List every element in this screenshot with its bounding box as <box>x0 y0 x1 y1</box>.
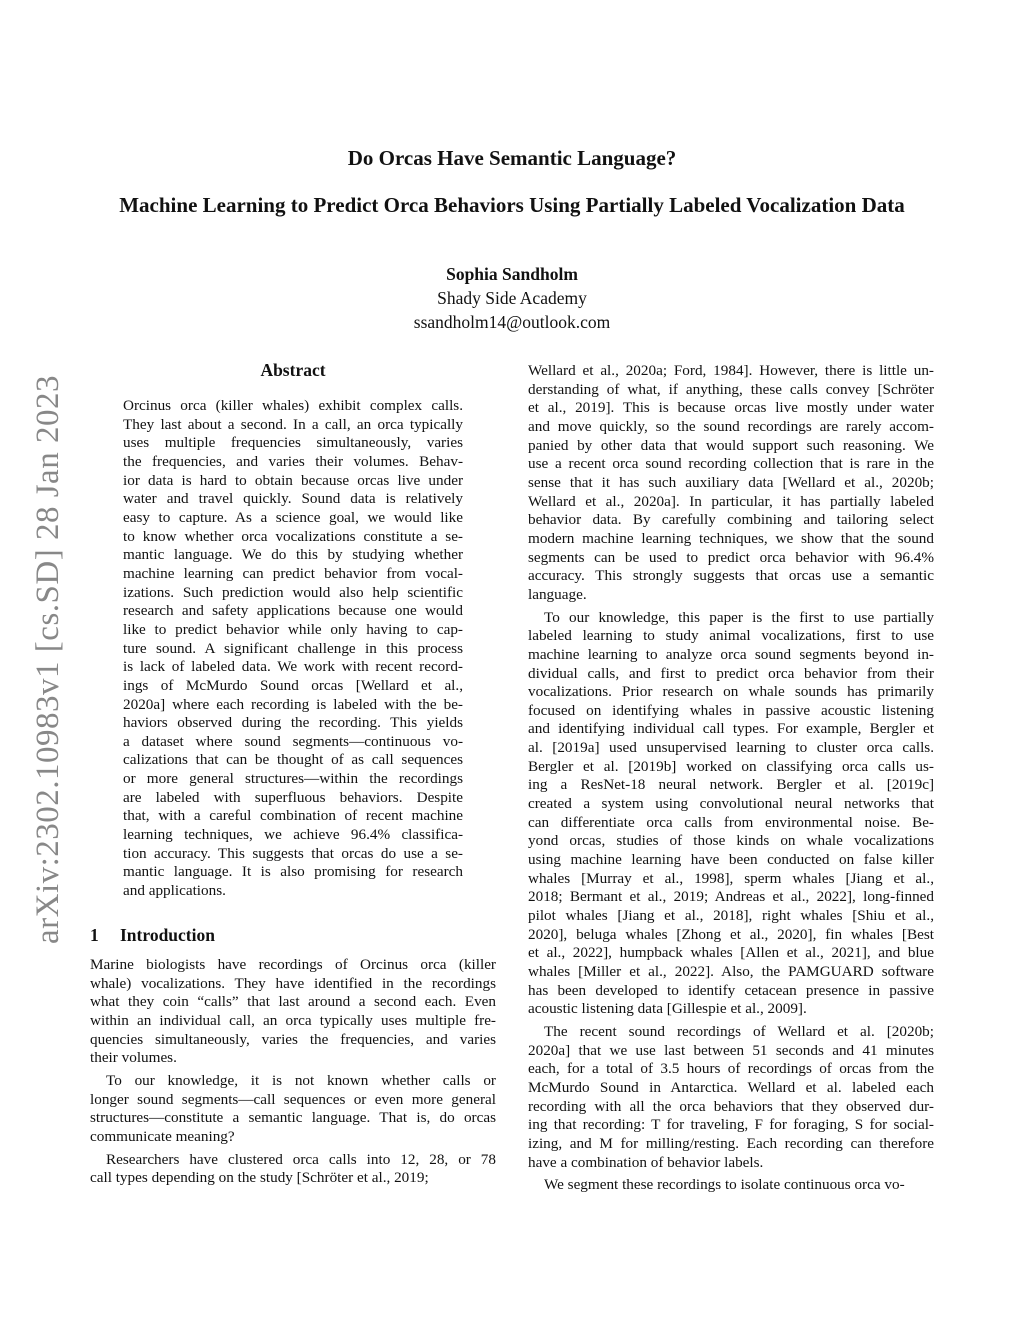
paragraph <box>90 1072 496 1147</box>
text-line: learning techniques, we achieve 96.4% classifica- <box>123 826 463 844</box>
section-heading-introduction <box>90 925 496 946</box>
text-line: like to predict behavior while only having to cap- <box>123 620 463 638</box>
paper-subtitle: Machine Learning to Predict Orca Behaviors Using Partially Labeled Vocalization Data <box>119 193 905 217</box>
text-line: behavior data. By carefully combining and tailoring select <box>528 511 934 529</box>
text-line: 2018; Bermant et al., 2019; Andreas et al., 2022], long-finned <box>528 888 934 906</box>
paragraph <box>528 1176 934 1195</box>
text-line: Researchers have clustered orca calls into 12, 28, or 78 <box>106 1150 496 1168</box>
text-line: We segment these recordings to isolate continuous orca vo- <box>544 1176 905 1194</box>
text-line: their volumes. <box>90 1049 177 1067</box>
arxiv-stamp <box>26 358 66 944</box>
author-affiliation: Shady Side Academy <box>437 288 587 308</box>
text-line: are labeled with superfluous behaviors. Despite <box>123 788 463 806</box>
text-line: to know whether orca vocalizations constitute a se- <box>123 527 463 545</box>
text-line: and move quickly, so the sound recordings are rarely accom- <box>528 417 934 435</box>
text-line: Wellard et al., 2020a]. In particular, it has partially labeled <box>528 492 934 510</box>
text-line: created a system using convolutional neural networks that <box>528 795 934 813</box>
text-line: communicate meaning? <box>90 1127 235 1145</box>
abstract-body <box>123 397 463 901</box>
text-line: To our knowledge, this paper is the first to use partially <box>544 608 934 626</box>
text-line: dividual calls, and first to predict orca behavior from their <box>528 664 934 682</box>
text-line: focused on identifying whales in passive acoustic listening <box>528 701 934 719</box>
text-line: calizations that can be thought of as call sequences <box>123 751 463 769</box>
author-block <box>0 262 1024 334</box>
text-line: ing a ResNet-18 neural network. Bergler et al. [2019c] <box>528 776 934 794</box>
right-column-text <box>528 362 934 1199</box>
section-title: Introduction <box>120 925 215 945</box>
text-line: mantic language. We do this by studying whether <box>123 546 463 564</box>
text-line: The recent sound recordings of Wellard et al. [2020b; <box>544 1022 934 1040</box>
text-line: easy to capture. As a science goal, we would like <box>123 508 463 526</box>
paragraph <box>528 1023 934 1172</box>
paper-title: Do Orcas Have Semantic Language? <box>347 146 677 170</box>
text-line: longer sound segments—call sequences or even more general <box>90 1090 496 1108</box>
text-line: derstanding of what, if anything, these calls convey [Schröter <box>528 380 934 398</box>
text-line: tion accuracy. This suggests that orcas do use a se- <box>123 844 463 862</box>
text-line: acoustic listening data [Gillespie et al., 2009]. <box>528 1000 807 1018</box>
text-line: Orcinus orca (killer whales) exhibit complex calls. <box>123 397 463 414</box>
text-line: ing that recording: T for traveling, F for foraging, S for social- <box>528 1116 934 1134</box>
text-line: that, with a careful combination of recent machine <box>123 807 463 825</box>
text-line: vocalizations. Prior research on whale sounds has primarily <box>528 683 934 701</box>
text-line: have a combination of behavior labels. <box>528 1153 764 1171</box>
abstract-heading: Abstract <box>260 360 326 380</box>
text-line: is lack of labeled data. We work with recent record- <box>123 658 463 676</box>
text-line: pilot whales [Jiang et al., 2018], right whales [Shiu et al., <box>528 907 934 925</box>
text-line: or more general structures—within the recordings <box>123 770 463 788</box>
text-line: sense that it has such auxiliary data [Wellard et al., 2020b; <box>528 473 934 491</box>
text-line: Bergler et al. [2019b] worked on classifying orca calls us- <box>528 757 934 775</box>
text-line: whale) vocalizations. They have identified in the recordings <box>90 974 496 992</box>
text-line: et al., 2022], humpback whales [Allen et al., 2021], and blue <box>528 944 934 962</box>
text-line: language. <box>528 585 587 603</box>
text-line: what they coin “calls” that last around a second each. Even <box>90 993 496 1011</box>
text-line: They last about a second. In a call, an orca typically <box>123 415 463 433</box>
paragraph <box>90 956 496 1068</box>
text-line: within an individual call, an orca typically uses multiple fre- <box>90 1011 496 1029</box>
paragraph <box>528 609 934 1019</box>
section-number: 1 <box>90 925 99 945</box>
text-line: and applications. <box>123 882 226 900</box>
text-line: Marine biologists have recordings of Orcinus orca (killer <box>90 956 496 973</box>
text-line: 2020], beluga whales [Zhong et al., 2020], fin whales [Best <box>528 925 934 943</box>
text-line: a dataset where sound segments—continuous vo- <box>123 732 463 750</box>
author-name: Sophia Sandholm <box>446 264 578 284</box>
text-line: 2020a] that we use last between 51 seconds and 41 minutes <box>528 1041 934 1059</box>
text-line: use a recent orca sound recording collection that is rare in the <box>528 455 934 473</box>
text-line: whales [Miller et al., 2022]. Also, the PAMGUARD software <box>528 963 934 980</box>
text-line: uses multiple frequencies simultaneously, varies <box>123 434 463 452</box>
text-line: izations. Such prediction would also help scientific <box>123 583 463 601</box>
text-line: yond orcas, studies of those kinds on whale vocalizations <box>528 832 934 850</box>
text-line: McMurdo Sound in Antarctica. Wellard et al. labeled each <box>528 1078 934 1096</box>
text-line: research and safety applications because one would <box>123 602 463 620</box>
text-line: structures—constitute a semantic language. That is, do orcas <box>90 1109 496 1127</box>
left-column-text <box>90 956 496 1192</box>
text-line: mantic language. It is also promising for research <box>123 863 463 881</box>
text-line: accuracy. This strongly suggests that orcas use a semantic <box>528 567 934 585</box>
text-line: machine learning to analyze orca sound segments beyond in- <box>528 645 934 663</box>
text-line: segments can be used to predict orca behavior with 96.4% <box>528 548 934 566</box>
text-line: each, for a total of 3.5 hours of recordings of orcas from the <box>528 1060 934 1078</box>
arxiv-stamp-text: arXiv:2302.10983v1 [cs.SD] 28 Jan 2023 <box>30 375 66 944</box>
text-line: ings of McMurdo Sound orcas [Wellard et al., <box>123 676 463 694</box>
text-line: labeled learning to study animal vocalizations, first to use <box>528 627 934 645</box>
text-line: recording with all the orca behaviors that they observed dur- <box>528 1097 934 1115</box>
text-line: the frequencies, and varies their volumes. Behav- <box>123 452 463 470</box>
text-line: and identifying individual call types. For example, Bergler et <box>528 720 934 738</box>
paragraph <box>90 1151 496 1188</box>
text-line: haviors observed during the recording. This yields <box>123 714 463 732</box>
text-line: ior data is hard to obtain because orcas live under <box>123 471 463 489</box>
text-line: 2020a] where each recording is labeled with the be- <box>123 695 463 713</box>
text-line: al. [2019a] used unsupervised learning to cluster orca calls. <box>528 739 934 757</box>
text-line: ture sound. A significant challenge in this process <box>123 639 463 657</box>
text-line: izing, and M for milling/resting. Each recording can therefore <box>528 1134 934 1152</box>
paragraph <box>528 362 934 605</box>
text-line: modern machine learning techniques, we show that the sound <box>528 529 934 547</box>
text-line: water and travel quickly. Sound data is relatively <box>123 490 463 508</box>
text-line: machine learning can predict behavior from vocal- <box>123 564 463 582</box>
author-email: ssandholm14@outlook.com <box>413 312 611 332</box>
text-line: has been developed to identify cetacean presence in passive <box>528 981 934 999</box>
text-line: et al., 2019]. This is because orcas live mostly under water <box>528 399 934 417</box>
text-line: panied by other data that would support such reasoning. We <box>528 436 934 454</box>
text-line: using machine learning have been conducted on false killer <box>528 851 934 869</box>
text-line: quencies simultaneously, varies the frequencies, and varies <box>90 1030 496 1048</box>
text-line: whales [Murray et al., 1998], sperm whales [Jiang et al., <box>528 869 934 887</box>
text-line: can differentiate orca calls from environmental noise. Be- <box>528 813 934 831</box>
text-line: Wellard et al., 2020a; Ford, 1984]. However, there is little un- <box>528 362 934 379</box>
text-line: To our knowledge, it is not known whether calls or <box>106 1071 496 1089</box>
text-line: call types depending on the study [Schröter et al., 2019; <box>90 1169 429 1187</box>
